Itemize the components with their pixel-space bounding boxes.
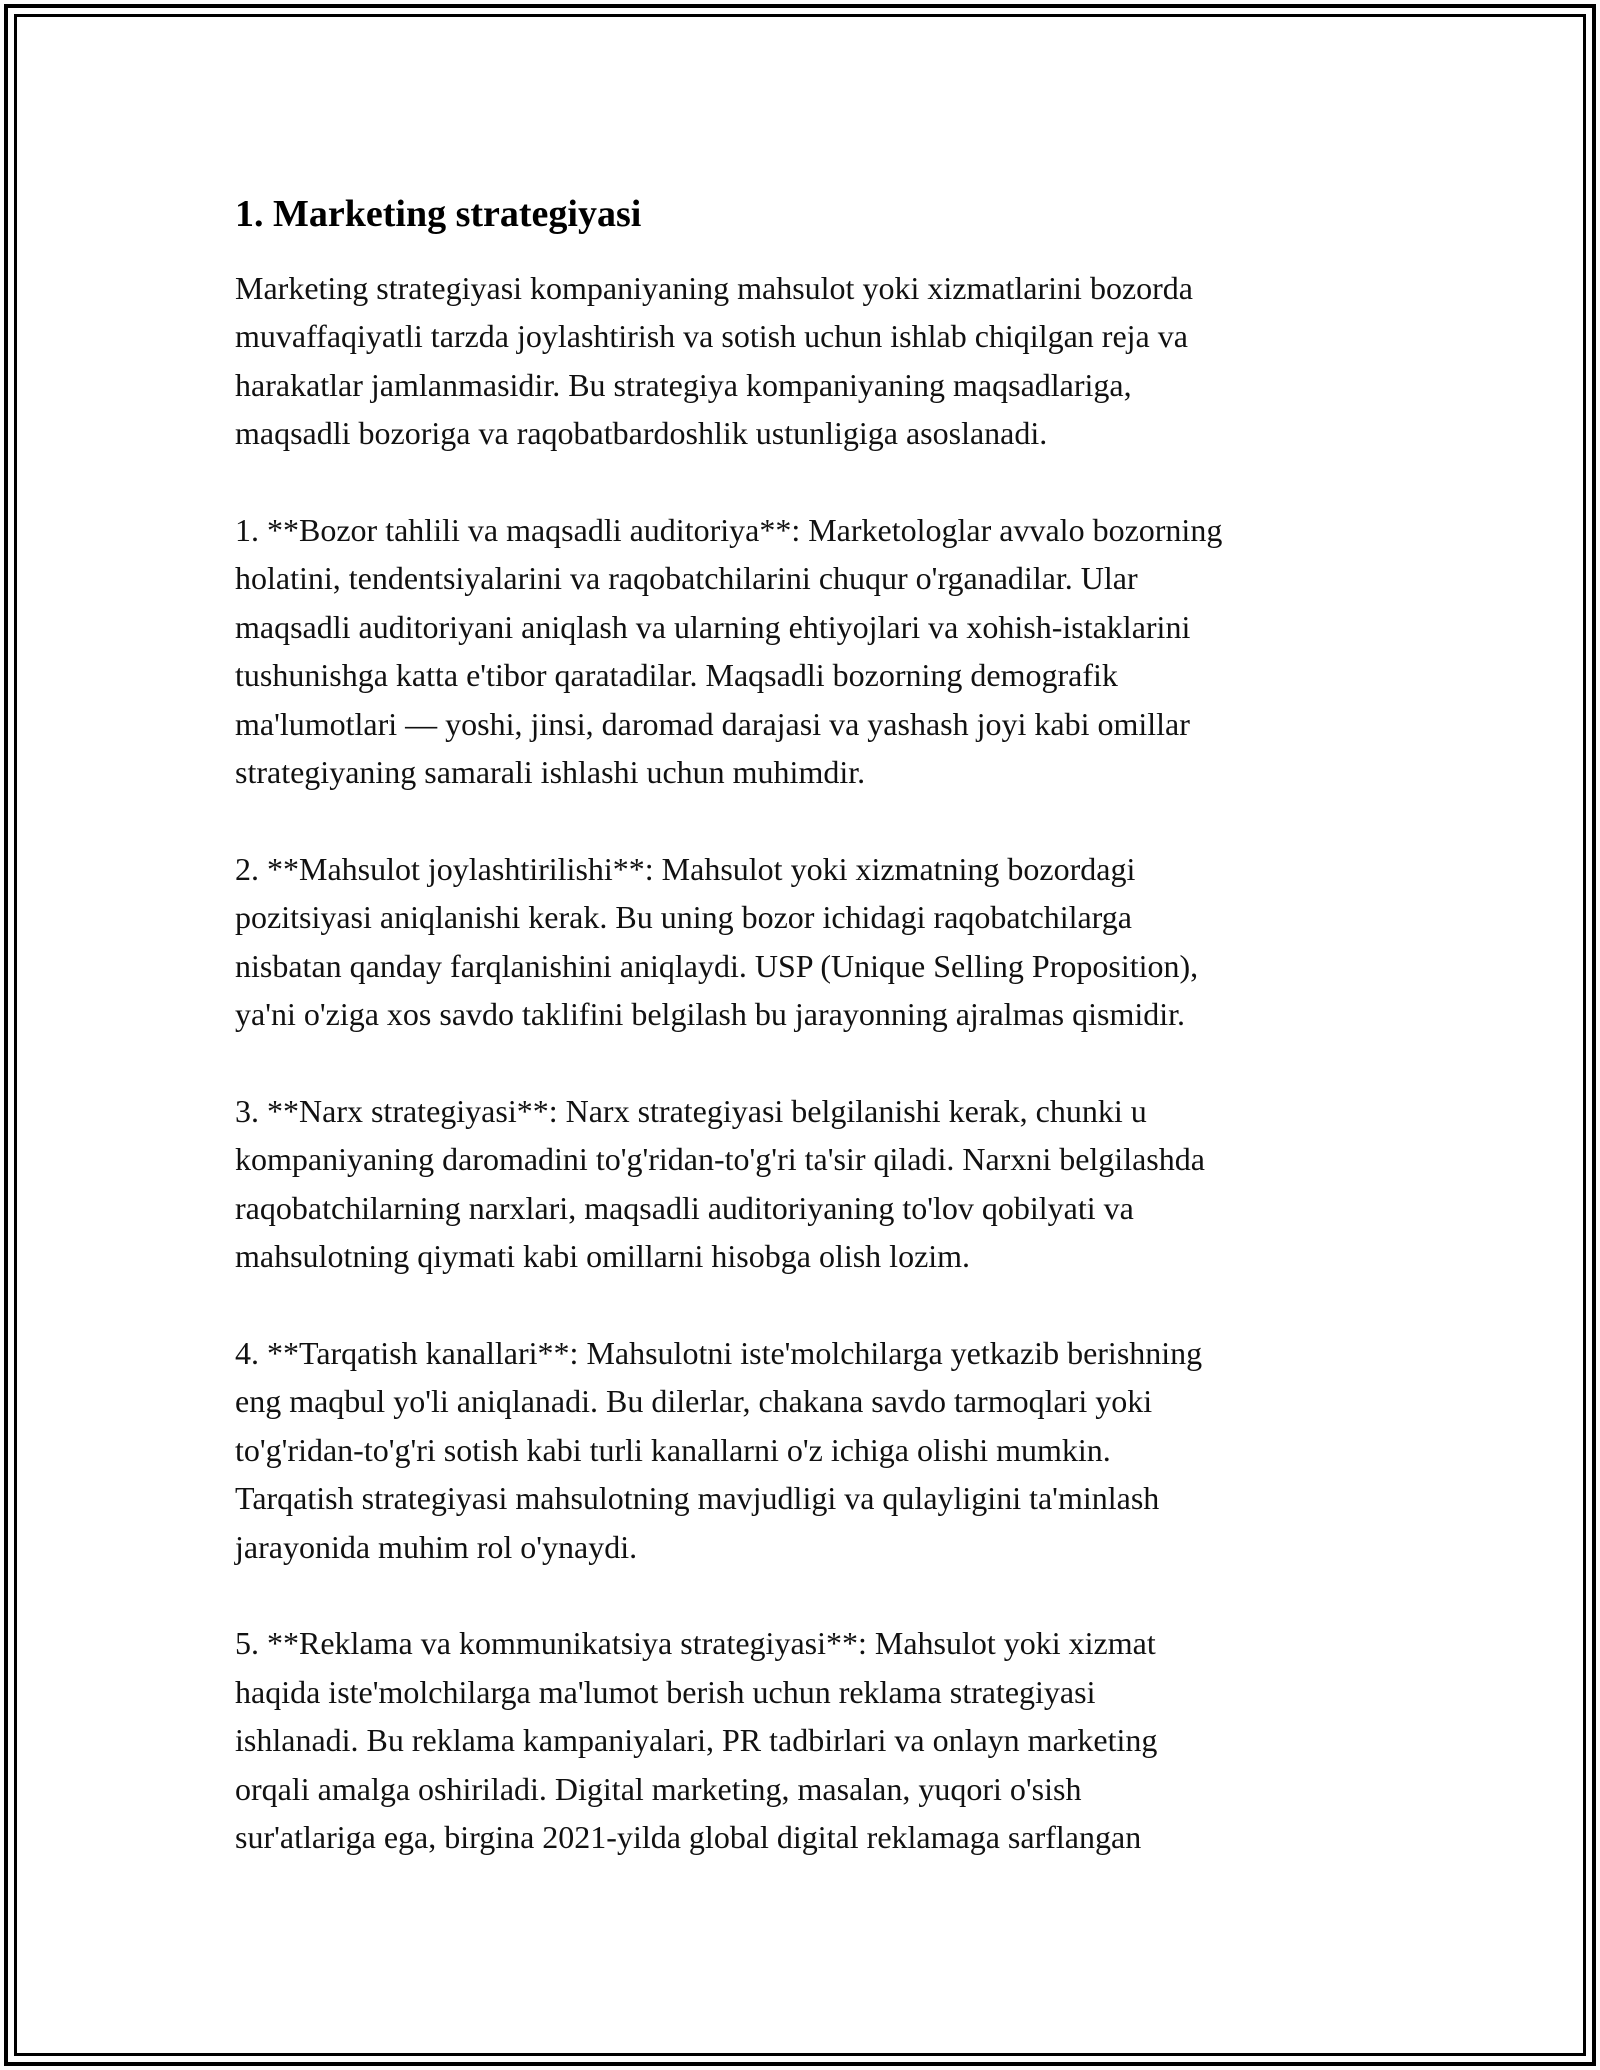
- list-item-advertising-strategy: 5. **Reklama va kommunikatsiya strategiyasi**: Mahsulot yoki xizmat haqida iste'molchilarga ma'lumot berish uchun reklama strategiyasi ishlanadi. Bu reklama kampaniyalari, PR tadbirlari va onlayn marketing orqali amalga oshiriladi. Digital marketing, masalan, yuqori o'sish sur'atlariga ega, birgina 2021-yilda global digital reklamaga sarflangan: [235, 1625, 1158, 1855]
- intro-paragraph: Marketing strategiyasi kompaniyaning mahsulot yoki xizmatlarini bozorda muvaffaqiyatli tarzda joylashtirish va sotish uchun ishlab chiqilgan reja va harakatlar jamlanmasidir. Bu strategiya kompaniyaning maqsadlariga, maqsadli bozoriga va raqobatbardoshlik ustunligiga asoslanadi.: [235, 270, 1193, 452]
- list-item-pricing-strategy: 3. **Narx strategiyasi**: Narx strategiyasi belgilanishi kerak, chunki u kompaniyaning daromadini to'g'ridan-to'g'ri ta'sir qiladi. Narxni belgilashda raqobatchilarning narxlari, maqsadli auditoriyaning to'lov qobilyati va mahsulotning qiymati kabi omillarni hisobga olish lozim.: [235, 1092, 1205, 1275]
- list-item-market-analysis: 1. **Bozor tahlili va maqsadli auditoriya**: Marketologlar avvalo bozorning holatini, tendentsiyalarini va raqobatchilarini chuqur o'rganadilar. Ular maqsadli auditoriyani aniqlash va ularning ehtiyojlari va xohish-istaklarini tushunishga katta e'tibor qaratadilar. Maqsadli bozorning demografik ma'lumotlari — yoshi, jinsi, daromad darajasi va yashash joyi kabi omillar strategiyaning samarali ishlashi uchun muhimdir.: [235, 512, 1223, 791]
- list-item-distribution-channels: 4. **Tarqatish kanallari**: Mahsulotni iste'molchilarga yetkazib berishning eng maqbul yo'li aniqlanadi. Bu dilerlar, chakana savdo tarmoqlari yoki to'g'ridan-to'g'ri sotish kabi turli kanallarni o'z ichiga olishi mumkin. Tarqatish strategiyasi mahsulotning mavjudligi va qulayligini ta'minlash jarayonida muhim rol o'ynaydi.: [235, 1334, 1203, 1565]
- list-item-product-positioning: 2. **Mahsulot joylashtirilishi**: Mahsulot yoki xizmatning bozordagi pozitsiyasi aniqlanishi kerak. Bu uning bozor ichidagi raqobatchilarga nisbatan qanday farqlanishini aniqlaydi. USP (Unique Selling Proposition), ya'ni o'ziga xos savdo taklifini belgilash bu jarayonning ajralmas qismidir.: [235, 850, 1199, 1033]
- document-body: [235, 188, 1395, 1861]
- section-heading: 1. Marketing strategiyasi: [235, 193, 642, 235]
